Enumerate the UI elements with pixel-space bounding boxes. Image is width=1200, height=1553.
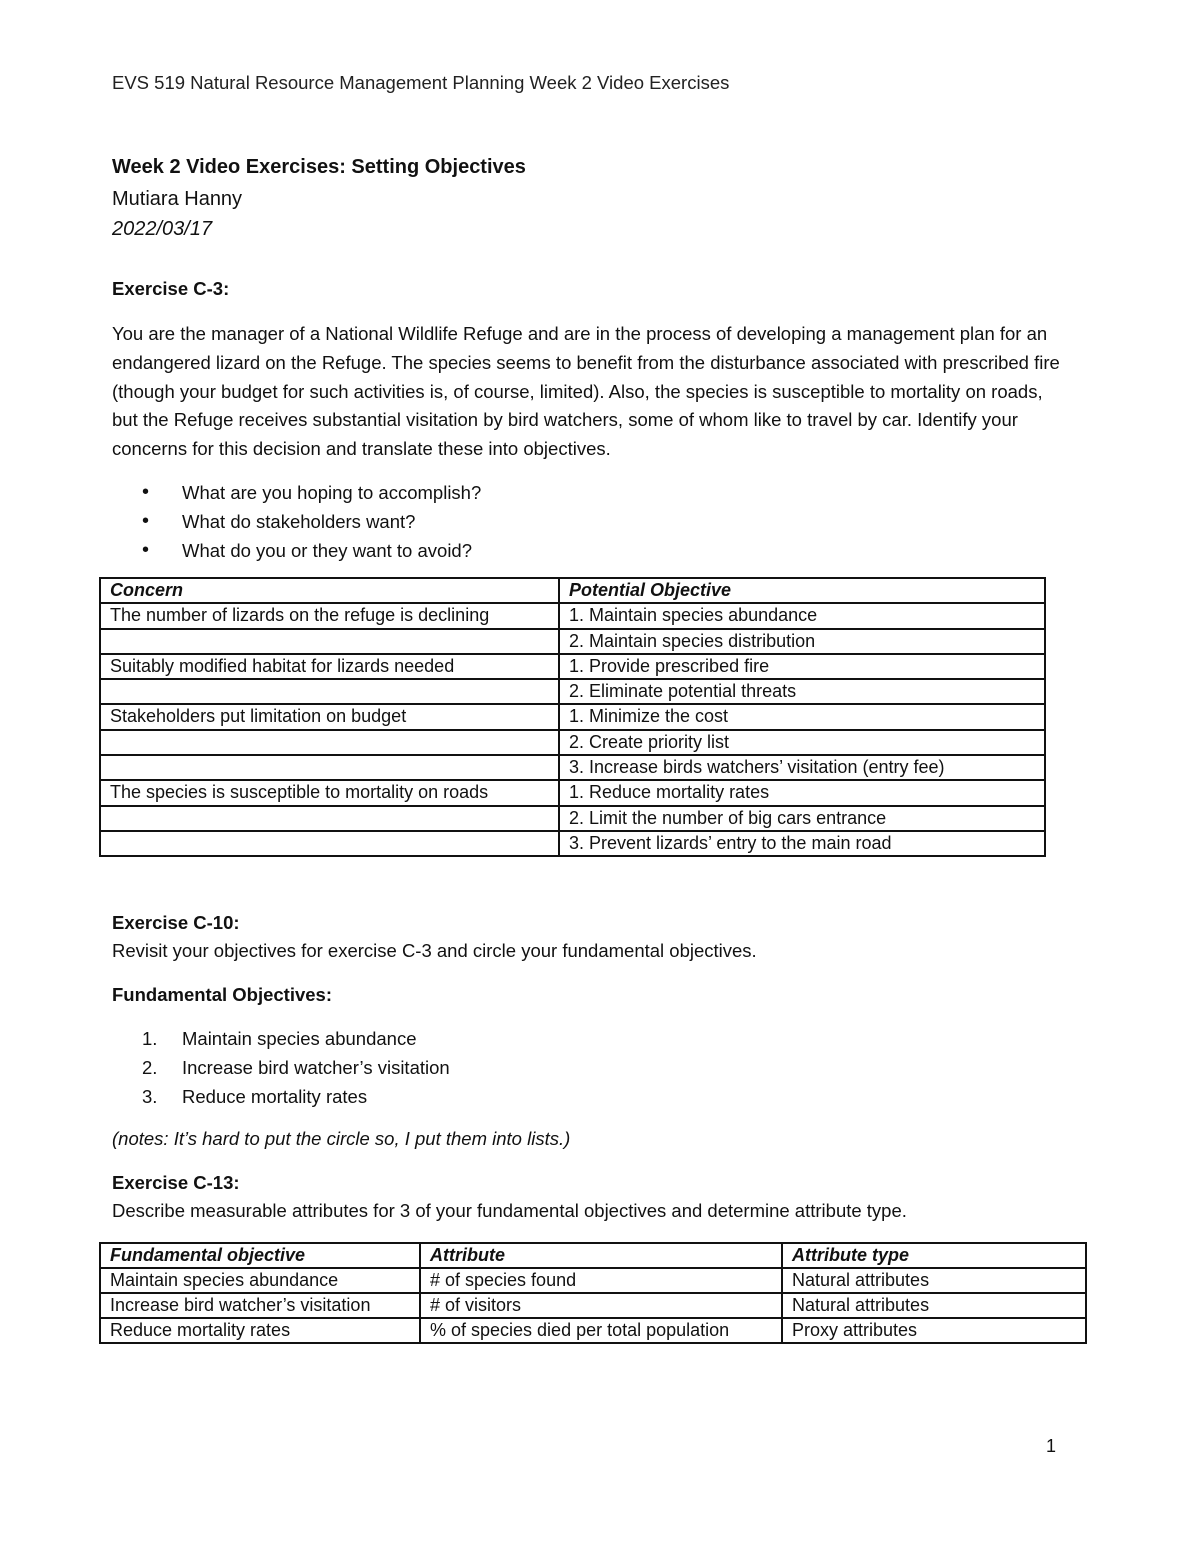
table-row — [100, 730, 1045, 755]
table-row — [100, 1318, 1086, 1343]
notes-text: (notes: It’s hard to put the circle so, I put them into lists.) — [112, 1128, 571, 1149]
objective-cell: 3. Prevent lizards’ entry to the main road — [559, 831, 1045, 856]
objective-cell: 1. Minimize the cost — [559, 704, 1045, 729]
table-row — [100, 629, 1045, 654]
table-row — [100, 654, 1045, 679]
table-row — [100, 704, 1045, 729]
objective-cell: Increase bird watcher’s visitation — [100, 1293, 420, 1318]
objective-cell: 2. Eliminate potential threats — [559, 679, 1045, 704]
objective-cell: 2. Create priority list — [559, 730, 1045, 755]
attribute-type-cell: Proxy attributes — [782, 1318, 1086, 1343]
concern-cell: Suitably modified habitat for lizards needed — [100, 654, 559, 679]
list-item — [142, 1024, 450, 1053]
list-text: Increase bird watcher’s visitation — [182, 1057, 450, 1078]
concern-cell — [100, 629, 559, 654]
concern-cell — [100, 806, 559, 831]
attribute-cell: % of species died per total population — [420, 1318, 782, 1343]
table-row — [100, 603, 1045, 628]
header-attribute-type: Attribute type — [782, 1243, 1086, 1268]
list-item — [142, 1082, 450, 1111]
attribute-type-cell: Natural attributes — [782, 1268, 1086, 1293]
question-item: • What are you hoping to accomplish? — [142, 478, 481, 507]
list-number: 3. — [142, 1086, 158, 1107]
table-header-row — [100, 578, 1045, 603]
question-item: • What do stakeholders want? — [142, 507, 481, 536]
objective-cell: Maintain species abundance — [100, 1268, 420, 1293]
attribute-cell: # of visitors — [420, 1293, 782, 1318]
objective-cell: 3. Increase birds watchers’ visitation (entry fee) — [559, 755, 1045, 780]
page-number: 1 — [1046, 1436, 1057, 1456]
list-text: Maintain species abundance — [182, 1028, 417, 1049]
concern-objective-table — [99, 577, 1046, 857]
table-header-row — [100, 1243, 1086, 1268]
header-fundamental-objective: Fundamental objective — [100, 1243, 420, 1268]
objective-cell: Reduce mortality rates — [100, 1318, 420, 1343]
header-concern: Concern — [100, 578, 559, 603]
exercise-c3-heading: Exercise C-3: — [112, 278, 230, 299]
attributes-table — [99, 1242, 1087, 1344]
concern-cell — [100, 755, 559, 780]
table-row — [100, 1268, 1086, 1293]
objective-cell: 1. Reduce mortality rates — [559, 780, 1045, 805]
page-header: EVS 519 Natural Resource Management Planning Week 2 Video Exercises — [112, 72, 730, 93]
exercise-c13-heading: Exercise C-13: — [112, 1172, 240, 1193]
exercise-c10-instruction: Revisit your objectives for exercise C-3 and circle your fundamental objectives. — [112, 940, 757, 961]
objective-cell: 2. Maintain species distribution — [559, 629, 1045, 654]
table-row — [100, 806, 1045, 831]
author-name: Mutiara Hanny — [112, 188, 243, 210]
list-number: 2. — [142, 1057, 158, 1078]
list-text: Reduce mortality rates — [182, 1086, 368, 1107]
attribute-type-cell: Natural attributes — [782, 1293, 1086, 1318]
header-potential-objective: Potential Objective — [559, 578, 1045, 603]
table-row — [100, 831, 1045, 856]
list-number: 1. — [142, 1028, 158, 1049]
concern-cell — [100, 730, 559, 755]
attribute-cell: # of species found — [420, 1268, 782, 1293]
concern-cell — [100, 831, 559, 856]
table-row — [100, 755, 1045, 780]
concern-cell: The species is susceptible to mortality on roads — [100, 780, 559, 805]
concern-cell — [100, 679, 559, 704]
exercise-c13-instruction: Describe measurable attributes for 3 of your fundamental objectives and determine attribute type. — [112, 1200, 907, 1221]
document-title: Week 2 Video Exercises: Setting Objectives — [112, 156, 526, 178]
exercise-c3-questions — [142, 478, 481, 565]
header-attribute: Attribute — [420, 1243, 782, 1268]
table-row — [100, 780, 1045, 805]
concern-cell: The number of lizards on the refuge is declining — [100, 603, 559, 628]
table-row — [100, 1293, 1086, 1318]
document-date: 2022/03/17 — [112, 218, 213, 240]
table-row — [100, 679, 1045, 704]
exercise-c10-heading: Exercise C-10: — [112, 912, 240, 933]
fundamental-objectives-heading: Fundamental Objectives: — [112, 984, 332, 1005]
objective-cell: 1. Maintain species abundance — [559, 603, 1045, 628]
fundamental-objectives-list — [142, 1024, 450, 1111]
list-item — [142, 1053, 450, 1082]
exercise-c3-paragraph: You are the manager of a National Wildlife Refuge and are in the process of developing a management plan for an endangered lizard on the Refuge. The species seems to benefit from the disturbance associated with prescribed fire (though your budget for such activities is, of course, limited). Also, the species is susceptible to mortality on roads, but the Refuge receives substantial visitation by bird watchers, some of whom like to travel by car. Identify your concerns for this decision and translate these into objectives. — [112, 323, 1060, 460]
objective-cell: 1. Provide prescribed fire — [559, 654, 1045, 679]
objective-cell: 2. Limit the number of big cars entrance — [559, 806, 1045, 831]
question-item: • What do you or they want to avoid? — [142, 536, 481, 565]
concern-cell: Stakeholders put limitation on budget — [100, 704, 559, 729]
